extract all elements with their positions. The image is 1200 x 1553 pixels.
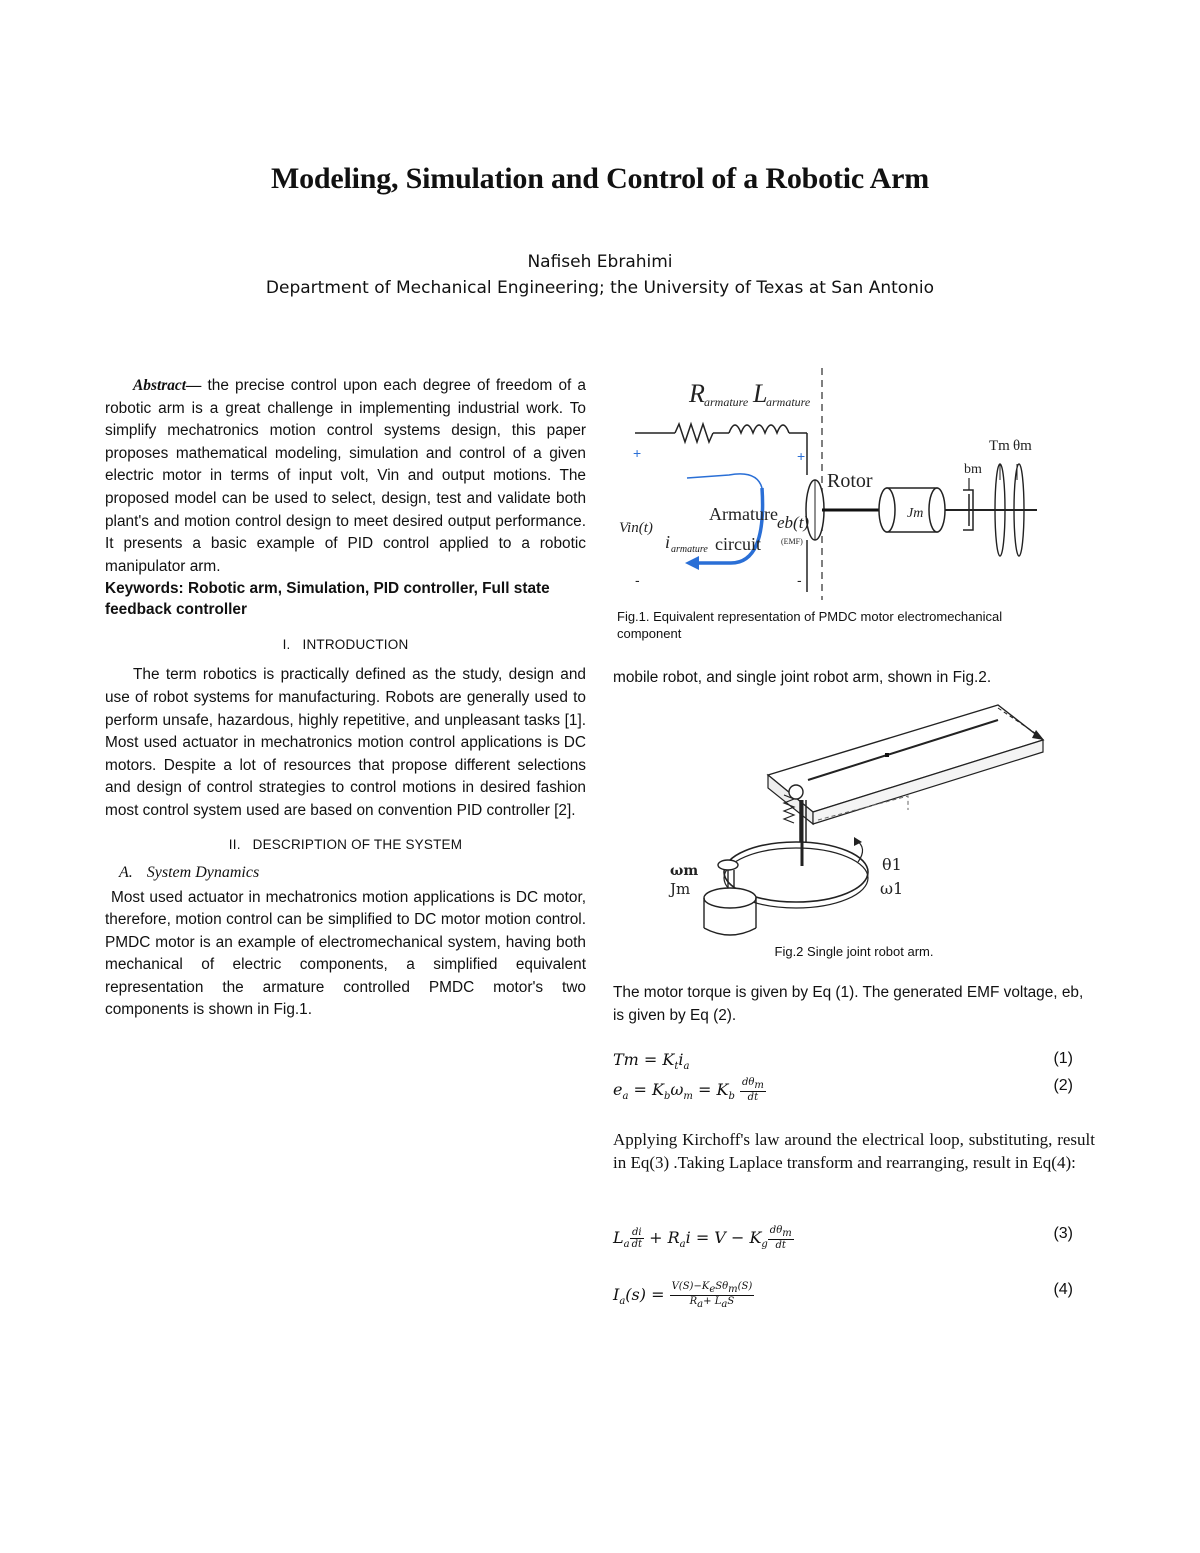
left-column: [105, 375, 586, 1022]
fig1-label-bm: bm: [964, 462, 982, 477]
fig2-label-omega1: ω1: [880, 879, 904, 898]
right-column: [613, 355, 1095, 1355]
section-number: I.: [282, 637, 291, 653]
fig2-caption: Fig.2 Single joint robot arm.: [774, 944, 934, 959]
fig1-minus-right: -: [797, 572, 802, 588]
fig1-label-r: R: [689, 379, 705, 408]
equation-4: $I_a(s)$ = $\frac{V(S)-K_eS\theta_m(S)}{R_a+ L_aS}$ (4): [613, 1281, 1073, 1310]
fig1-label-eb: eb(t): [777, 513, 810, 532]
fig1-caption: Fig.1. Equivalent representation of PMDC motor electromechanical component: [617, 609, 1003, 641]
right-paragraph-3: Applying Kirchoff's law around the electrical loop, substituting, result in Eq(3) .Taking Laplace transform and rearranging, result in Eq(4):: [613, 1130, 1095, 1172]
keywords: Keywords: Robotic arm, Simulation, PID controller, Full state feedback controller: [105, 580, 550, 619]
fig1-label-rotor: Rotor: [827, 470, 873, 492]
author-affiliation: Department of Mechanical Engineering; the University of Texas at San Antonio: [265, 278, 935, 298]
fig1-label-theta: θm: [1013, 438, 1032, 454]
fig2-label-theta1: θ1: [882, 855, 902, 874]
paper-title: Modeling, Simulation and Control of a Robotic Arm: [270, 162, 930, 195]
fig1-plus-left: +: [633, 445, 642, 461]
section-title: DESCRIPTION OF THE SYSTEM: [252, 836, 463, 852]
abstract-label: Abstract—: [133, 377, 202, 394]
fig1-label-circuit: circuit: [715, 534, 761, 554]
abstract: [105, 375, 586, 578]
section-title: INTRODUCTION: [302, 637, 409, 653]
abstract-text: the precise control upon each degree of freedom of a robotic arm is a great challenge in implementing industrial work. To simplify mechatronics motion control systems design, this paper proposes mathematical modeling, simulation and control of a given electric motor in terms of input volt, Vin and output motions. The proposed model can be used to select, design, test and validate both plant's and motion control design to meet desired output performance. It presents a basic example of PID control applied to a robotic manipulator arm.: [105, 377, 586, 575]
fig1-label-r-sub: armature: [704, 395, 749, 409]
fig2-label-omega-m: ωm: [670, 863, 699, 879]
fig1-minus-left: -: [635, 572, 640, 588]
fig1-label-i-sub: armature: [671, 544, 708, 555]
equation-3: $L_a$ $\frac{di}{dt}$ + $R_ai = V - K_g$ $\frac{d\theta_m}{dt}$ (3): [613, 1225, 1073, 1251]
fig1-label-i: i: [665, 532, 671, 552]
fig1-label-jm: Jm: [907, 506, 924, 521]
subsection-title: System Dynamics: [146, 863, 260, 881]
fig1-label-l: L: [753, 379, 768, 408]
intro-paragraph: The term robotics is practically defined as the study, design and use of robot systems for manufacturing. Robots are generally used to perform unsafe, hazardous, highly repetitive, and unpleasant tasks [1]. Most used actuator in mechatronics motion control applications is DC motors. Despite a lot of resources that propose different selections and design of control strategies to control motions in desired fashion most control system used are based on convention PID controller [2].: [105, 666, 586, 819]
section-number: II.: [228, 836, 241, 852]
right-paragraph-1: mobile robot, and single joint robot arm, shown in Fig.2.: [613, 669, 992, 686]
fig2-robot-arm-diagram: [668, 700, 1048, 940]
equation-1: $Tm = K_ti_a$ (1): [613, 1050, 1073, 1073]
right-paragraph-2: The motor torque is given by Eq (1). The generated EMF voltage, eb, is given by Eq (2).: [613, 984, 1084, 1024]
subsection-heading: [105, 864, 586, 882]
section-heading-system: [105, 837, 586, 852]
equation-number: (1): [1053, 1050, 1073, 1067]
equation-number: (4): [1053, 1281, 1073, 1298]
equation-number: (2): [1053, 1077, 1073, 1094]
section-heading-intro: [105, 637, 586, 652]
fig1-label-armature: Armature: [709, 504, 778, 524]
equation-number: (3): [1053, 1225, 1073, 1242]
fig1-label-vin: Vin(t): [619, 520, 653, 536]
fig1-label-emf: (EMF): [781, 537, 803, 546]
fig1-plus-right: +: [797, 448, 806, 464]
system-paragraph: Most used actuator in mechatronics motion applications is DC motor, therefore, motion control can be simplified to DC motor motion control. PMDC motor is an example of electromechanical system, having both mechanical of electric components, a simplified equivalent representation the armature controlled PMDC motor's two components is shown in Fig.1.: [105, 888, 586, 1019]
equation-2: $e_a = K_b\omega_m = K_b$ $\frac{d\theta_m}{dt}$ (2): [613, 1077, 1073, 1103]
fig1-pmdc-motor-diagram: [617, 360, 1047, 605]
subsection-number: A.: [119, 863, 133, 881]
fig2-label-j-m: Jm: [670, 880, 691, 898]
author-name: Nafiseh Ebrahimi: [527, 252, 673, 272]
fig1-label-tm: Tm: [989, 438, 1010, 454]
fig1-label-l-sub: armature: [766, 395, 811, 409]
